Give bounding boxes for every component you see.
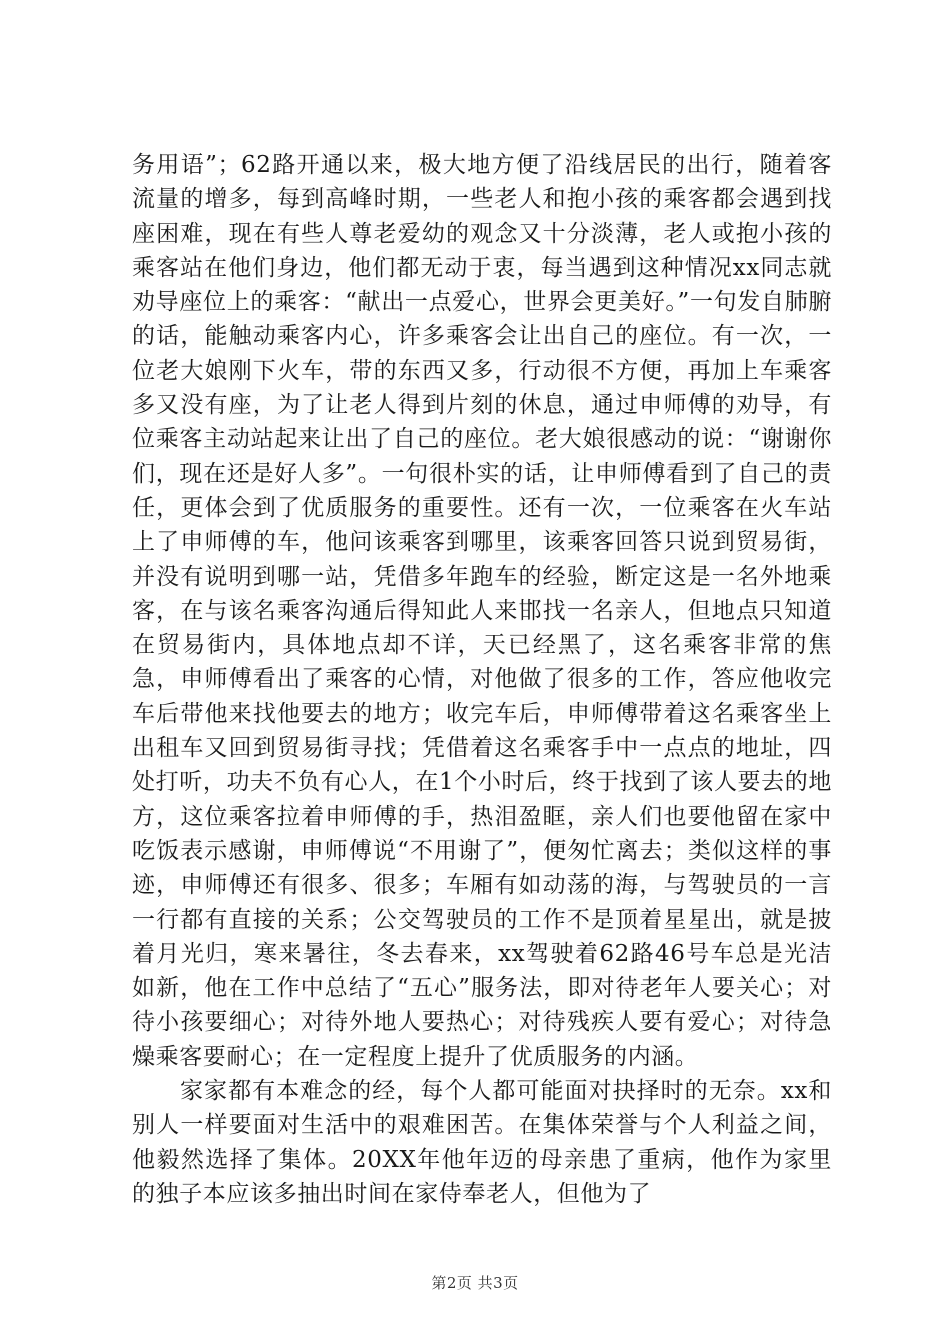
body-paragraph-1: 务用语”；62路开通以来，极大地方便了沿线居民的出行，随着客流量的增多，每到高峰时期，一些老人和抱小孩的乘客都会遇到找座困难，现在有些人尊老爱幼的观念又十分淡薄，老人或抱小孩的乘客站在他们身边，他们都无动于衷，每当遇到这种情况xx同志就劝导座位上的乘客：“献出一点爱心，世界会更美好。”一句发自肺腑的话，能触动乘客内心，许多乘客会让出自己的座位。有一次，一位老大娘刚下火车，带的东西又多，行动很不方便，再加上车乘客多又没有座，为了让老人得到片刻的休息，通过申师傅的劝导，有位乘客主动站起来让出了自己的座位。老大娘很感动的说：“谢谢你们，现在还是好人多”。一句很朴实的话，让申师傅看到了自己的责任，更体会到了优质服务的重要性。还有一次，一位乘客在火车站上了申师傅的车，他问该乘客到哪里，该乘客回答只说到贸易街，并没有说明到哪一站，凭借多年跑车的经验，断定这是一名外地乘客，在与该名乘客沟通后得知此人来邯找一名亲人，但地点只知道在贸易街内，具体地点却不详，天已经黑了，这名乘客非常的焦急，申师傅看出了乘客的心情，对他做了很多的工作，答应他收完车后带他来找他要去的地方；收完车后，申师傅带着这名乘客坐上出租车又回到贸易街寻找；凭借着这名乘客手中一点点的地址，四处打听，功夫不负有心人，在1个小时后，终于找到了该人要去的地方，这位乘客拉着申师傅的手，热泪盈眶，亲人们也要他留在家中吃饭表示感谢，申师傅说“不用谢了”，便匆忙离去；类似这样的事迹，申师傅还有很多、很多；车厢有如动荡的海，与驾驶员的一言一行都有直接的关系；公交驾驶员的工作不是顶着星星出，就是披着月光归，寒来暑往，冬去春来，xx驾驶着62路46号车总是光洁如新，他在工作中总结了“五心”服务法，即对待老年人要关心；对待小孩要细心；对待外地人要热心；对待残疾人要有爱心；对待急燥乘客要耐心；在一定程度上提升了优质服务的内涵。 [132, 152, 832, 1070]
document-body [132, 148, 832, 1211]
body-paragraph-2: 家家都有本难念的经，每个人都可能面对抉择时的无奈。xx和别人一样要面对生活中的艰难困苦。在集体荣誉与个人利益之间，他毅然选择了集体。20XX年他年迈的母亲患了重病，他作为家里的独子本应该多抽出时间在家侍奉老人，但他为了 [132, 1078, 832, 1207]
page-footer: 第2页 共3页 [431, 1274, 519, 1292]
